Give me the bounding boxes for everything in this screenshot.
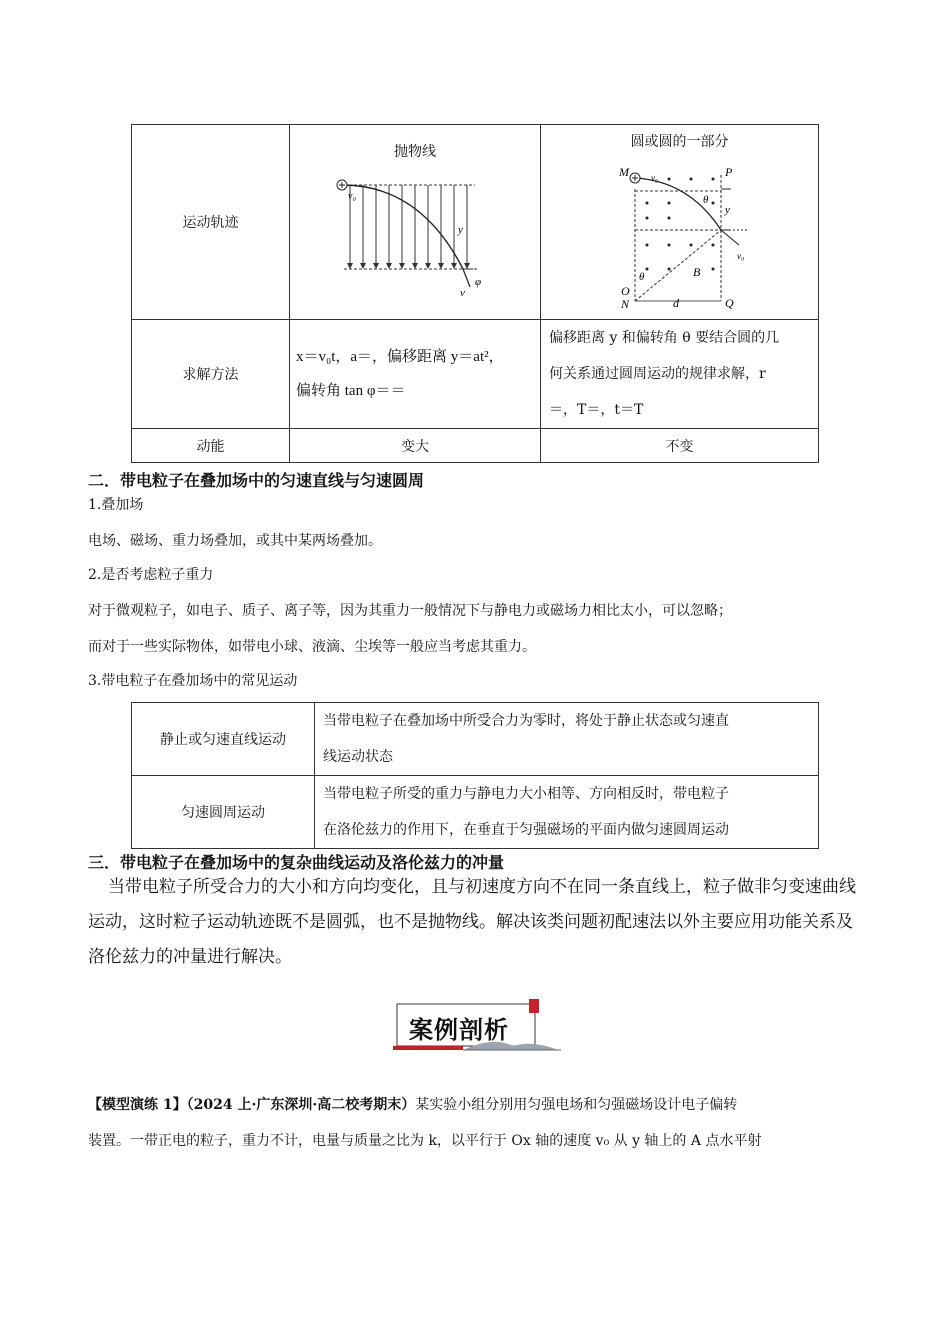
label-v0: v₀ xyxy=(348,191,356,202)
method-parabola-line1: x＝v₀t，a＝，偏移距离 y＝at²， xyxy=(296,349,504,365)
exercise-tag: 【模型演练 1】（2024 上·广东深圳·高二校考期末） xyxy=(88,1097,416,1113)
field-arrowheads xyxy=(347,263,470,269)
method-circle-line2: 何关系通过圆周运动的规律求解，r xyxy=(549,366,766,382)
cell-method-label: 求解方法 xyxy=(132,320,290,429)
trajectory-table xyxy=(131,124,819,463)
cell-r2-label: 匀速圆周运动 xyxy=(132,776,315,849)
exercise-line1-rest: 某实验小组分别用匀强电场和匀强磁场设计电子偏转 xyxy=(415,1097,738,1113)
label-v0-top: v₀ xyxy=(651,173,659,183)
label-v: v xyxy=(460,287,465,299)
exercise-line1 xyxy=(88,1094,868,1114)
label-O: O xyxy=(621,284,630,298)
parabola-title: 抛物线 xyxy=(394,144,436,160)
method-circle-line1: 偏移距离 y 和偏转角 θ 要结合圆的几 xyxy=(549,330,780,346)
case-banner xyxy=(393,996,563,1056)
label-N: N xyxy=(621,297,630,311)
label-theta2: θ xyxy=(639,271,645,283)
section2-item2: 2.是否考虑粒子重力 xyxy=(88,567,214,583)
parabola-figure xyxy=(330,173,500,303)
cell-r1-text xyxy=(315,703,819,776)
label-d: d xyxy=(673,296,679,310)
circle-figure xyxy=(619,161,759,311)
label-Q: Q xyxy=(725,296,734,310)
label-v0-right: v₀ xyxy=(737,251,745,261)
section3-paragraph: 当带电粒子所受合力的大小和方向均变化，且与初速度方向不在同一条直线上，粒子做非匀变速曲线运动，这时粒子运动轨迹既不是圆弧，也不是抛物线。解决该类问题初配速法以外主要应用功能关系及洛伦兹力的冲量进行解决。 xyxy=(88,877,856,967)
section2-item3: 3.带电粒子在叠加场中的常见运动 xyxy=(88,673,298,689)
label-y2: y xyxy=(725,204,730,216)
label-y: y xyxy=(458,224,463,236)
field-arrows xyxy=(350,185,467,266)
cell-trajectory-label: 运动轨迹 xyxy=(132,125,290,320)
label-M: M xyxy=(619,165,629,179)
cell-parabola xyxy=(290,125,541,320)
circle-title: 圆或圆的一部分 xyxy=(630,134,729,150)
r2-text2: 在洛伦兹力的作用下，在垂直于匀强磁场的平面内做匀速圆周运动 xyxy=(323,822,729,838)
cell-method-parabola xyxy=(290,320,541,429)
exercise-line2: 装置。一带正电的粒子，重力不计，电量与质量之比为 k，以平行于 Ox 轴的速度 v₀ 从 y 轴上的 A 点水平射 xyxy=(88,1133,762,1149)
banner-title: 案例剖析 xyxy=(409,1016,509,1044)
cell-r1-label: 静止或匀速直线运动 xyxy=(132,703,315,776)
section2-item2-text1: 对于微观粒子，如电子、质子、离子等，因为其重力一般情况下与静电力或磁场力相比太小，可以忽略； xyxy=(88,603,732,619)
r1-text1: 当带电粒子在叠加场中所受合力为零时，将处于静止状态或匀速直 xyxy=(323,713,729,729)
motion-table xyxy=(131,702,819,849)
method-parabola-line2: 偏转角 tan φ＝＝ xyxy=(296,383,406,399)
section3-title: 三．带电粒子在叠加场中的复杂曲线运动及洛伦兹力的冲量 xyxy=(88,853,505,872)
label-P: P xyxy=(725,165,733,179)
section2-item1-text: 电场、磁场、重力场叠加，或其中某两场叠加。 xyxy=(88,533,382,549)
label-phi: φ xyxy=(475,276,482,288)
method-circle-line3: ＝，T＝，t＝T xyxy=(549,402,644,418)
section2-title: 二．带电粒子在叠加场中的匀速直线与匀速圆周 xyxy=(88,471,425,490)
r1-text2: 线运动状态 xyxy=(323,749,393,765)
label-B: B xyxy=(693,265,701,279)
cell-method-circle xyxy=(541,320,819,429)
section2-item1: 1.叠加场 xyxy=(88,497,144,513)
cell-circle xyxy=(541,125,819,320)
cell-r2-text xyxy=(315,776,819,849)
r2-text1: 当带电粒子所受的重力与静电力大小相等、方向相反时，带电粒子 xyxy=(323,786,729,802)
section2-item2-text2: 而对于一些实际物体，如带电小球、液滴、尘埃等一般应当考虑其重力。 xyxy=(88,639,536,655)
cell-ke-circle: 不变 xyxy=(541,429,819,463)
cell-ke-parabola: 变大 xyxy=(290,429,541,463)
cell-ke-label: 动能 xyxy=(132,429,290,463)
label-theta1: θ xyxy=(703,194,709,206)
